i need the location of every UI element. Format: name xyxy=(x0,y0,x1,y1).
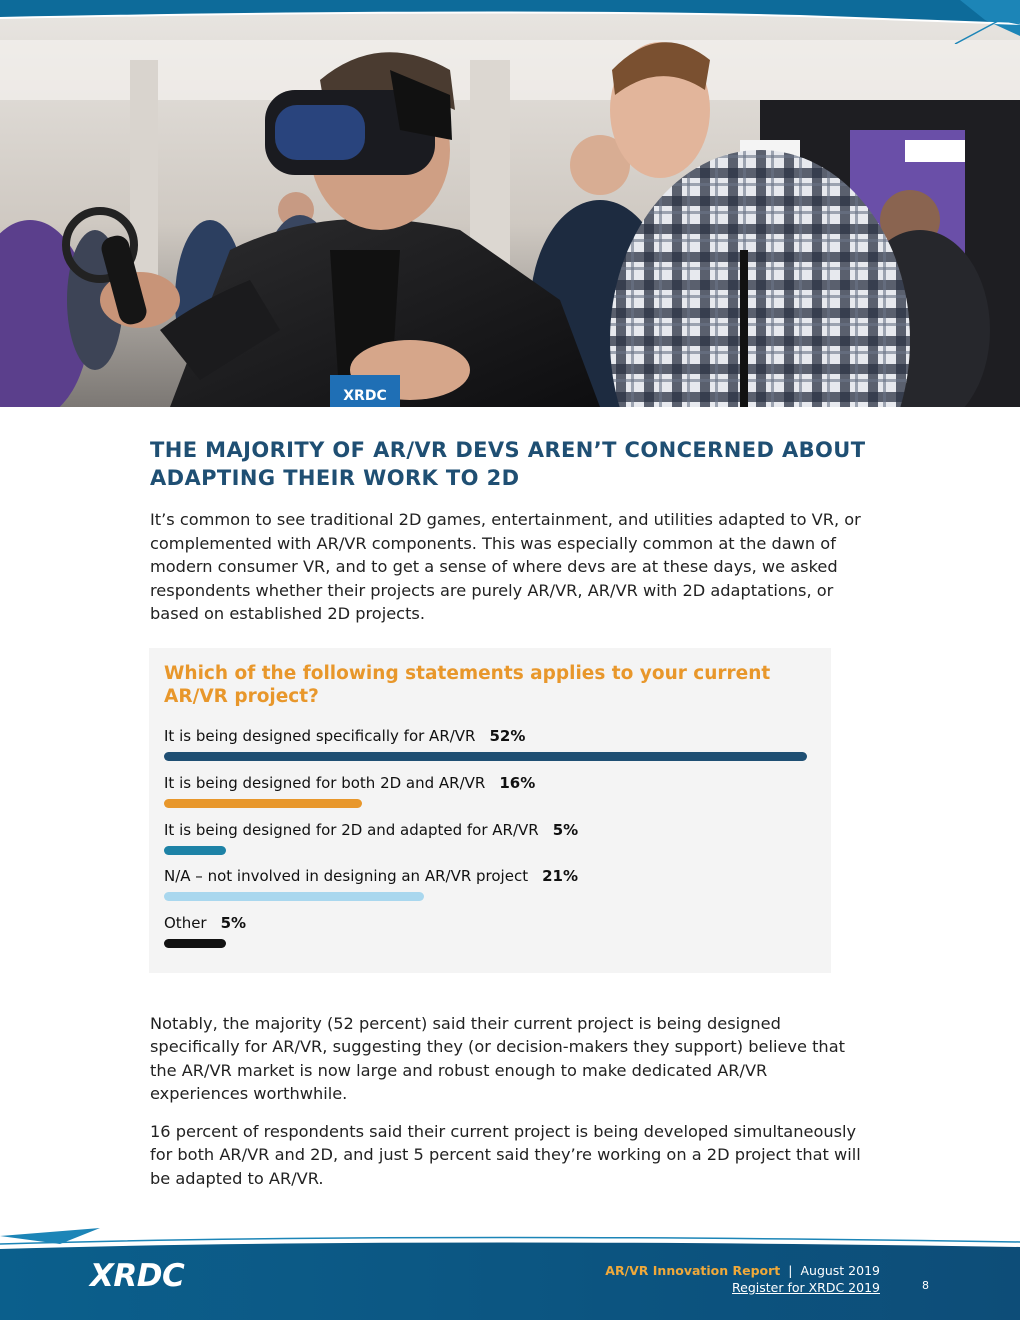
survey-item-pct: 5% xyxy=(220,914,247,932)
body-paragraph-2: 16 percent of respondents said their current project is being developed simultaneously for both AR/VR and 2D, and just 5 percent said they’re working on a 2D project that will be adapted to AR/VR. xyxy=(150,1122,861,1188)
article-headline: THE MAJORITY OF AR/VR DEVS AREN’T CONCERNED ABOUT ADAPTING THEIR WORK TO 2D xyxy=(150,438,866,490)
survey-item-label: N/A – not involved in designing an AR/VR project xyxy=(164,867,529,885)
survey-bar xyxy=(164,752,807,761)
register-link[interactable]: Register for XRDC 2019 xyxy=(732,1280,880,1295)
survey-item-pct: 52% xyxy=(489,727,526,745)
survey-item-pct: 5% xyxy=(552,821,579,839)
survey-question: Which of the following statements applies to your current AR/VR project? xyxy=(164,663,771,707)
report-date: August 2019 xyxy=(800,1263,880,1278)
survey-panel xyxy=(149,648,831,973)
survey-bar xyxy=(164,846,226,855)
survey-item-label: It is being designed for 2D and adapted for AR/VR xyxy=(164,821,539,839)
body-paragraph-1: Notably, the majority (52 percent) said their current project is being designed specifically for AR/VR, suggesting they (or decision-makers they support) believe that the AR/VR market is now large and robust enough to make dedicated AR/VR experiences worthwhile. xyxy=(150,1014,845,1103)
xrdc-logo: XRDC xyxy=(90,1258,185,1294)
footer-info xyxy=(605,1262,880,1296)
survey-item-pct: 21% xyxy=(542,867,578,885)
article-intro: It’s common to see traditional 2D games, entertainment, and utilities adapted to VR, or complemented with AR/VR components. This was especially common at the dawn of modern consumer VR, and to get a sense of where devs are at these days, we asked respondents whether their projects are purely AR/VR, AR/VR with 2D adaptations, or based on established 2D projects. xyxy=(150,510,861,623)
report-title: AR/VR Innovation Report xyxy=(605,1263,781,1278)
survey-item xyxy=(164,821,824,861)
survey-bar xyxy=(164,892,424,901)
survey-item xyxy=(164,914,824,954)
survey-bar xyxy=(164,939,226,948)
hero-photo xyxy=(0,0,1020,407)
survey-item-label: It is being designed for both 2D and AR/VR xyxy=(164,774,486,792)
survey-item-label: It is being designed specifically for AR/VR xyxy=(164,727,476,745)
footer-separator: | xyxy=(788,1263,793,1278)
page-number: 8 xyxy=(922,1279,929,1292)
survey-item-label: Other xyxy=(164,914,207,932)
survey-item xyxy=(164,727,824,767)
survey-bar xyxy=(164,799,362,808)
survey-item xyxy=(164,867,824,907)
badge-text: XRDC xyxy=(343,388,387,404)
survey-item-pct: 16% xyxy=(499,774,536,792)
header-band xyxy=(0,0,1020,44)
survey-item xyxy=(164,774,824,814)
